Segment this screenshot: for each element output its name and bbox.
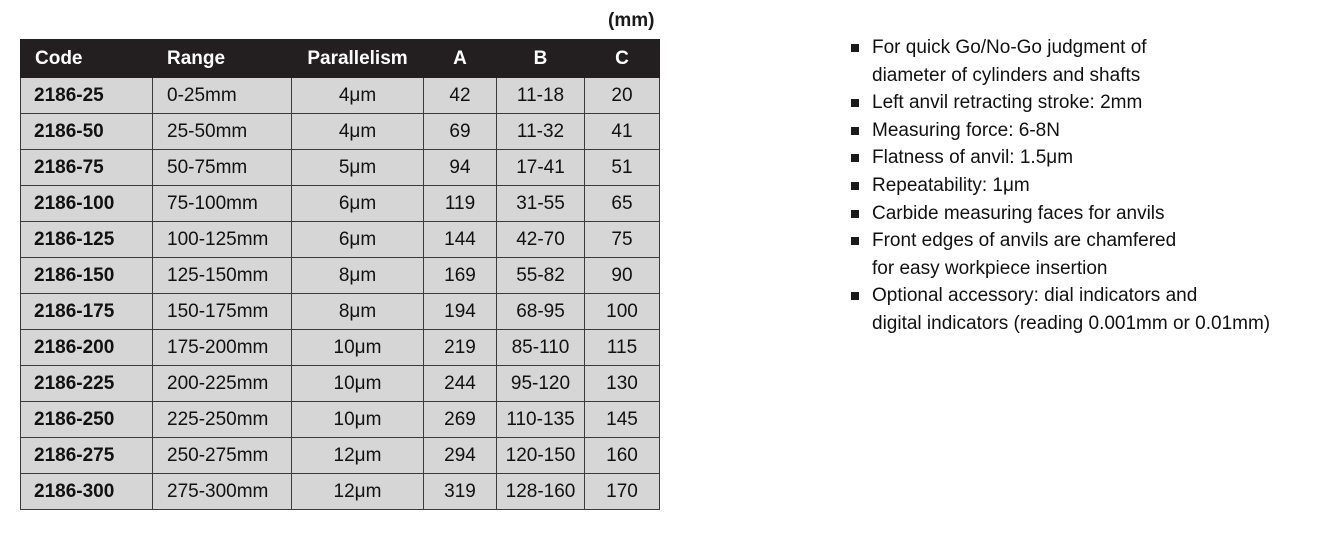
feature-text: Left anvil retracting stroke: 2mm — [872, 92, 1143, 114]
table-row — [21, 438, 660, 474]
cell-range: 125-150mm — [153, 258, 292, 294]
cell-parallelism: 4μm — [292, 114, 424, 150]
cell-b: 42-70 — [497, 222, 585, 258]
cell-b: 120-150 — [497, 438, 585, 474]
table-row — [21, 294, 660, 330]
cell-code: 2186-300 — [21, 474, 153, 510]
cell-b: 11-32 — [497, 114, 585, 150]
unit-label: (mm) — [608, 10, 655, 31]
square-bullet-icon — [851, 99, 859, 107]
cell-range: 75-100mm — [153, 186, 292, 222]
cell-b: 110-135 — [497, 402, 585, 438]
feature-text: diameter of cylinders and shafts — [872, 64, 1141, 86]
cell-b: 95-120 — [497, 366, 585, 402]
cell-range: 25-50mm — [153, 114, 292, 150]
cell-code: 2186-50 — [21, 114, 153, 150]
table-row — [21, 474, 660, 510]
cell-code: 2186-100 — [21, 186, 153, 222]
cell-parallelism: 4μm — [292, 78, 424, 114]
cell-code: 2186-150 — [21, 258, 153, 294]
cell-code: 2186-275 — [21, 438, 153, 474]
header-range: Range — [153, 40, 292, 78]
table-row — [21, 78, 660, 114]
square-bullet-icon — [851, 44, 859, 52]
cell-c: 41 — [585, 114, 660, 150]
cell-range: 250-275mm — [153, 438, 292, 474]
square-bullet-icon — [851, 127, 859, 135]
header-row — [21, 40, 660, 78]
cell-a: 269 — [424, 402, 497, 438]
cell-code: 2186-75 — [21, 150, 153, 186]
feature-item — [848, 172, 1270, 200]
table-row — [21, 330, 660, 366]
cell-parallelism: 10μm — [292, 402, 424, 438]
cell-a: 169 — [424, 258, 497, 294]
cell-c: 170 — [585, 474, 660, 510]
cell-b: 68-95 — [497, 294, 585, 330]
table-header — [21, 40, 660, 78]
cell-a: 69 — [424, 114, 497, 150]
cell-b: 17-41 — [497, 150, 585, 186]
cell-parallelism: 8μm — [292, 294, 424, 330]
header-a: A — [424, 40, 497, 78]
cell-range: 0-25mm — [153, 78, 292, 114]
square-bullet-icon — [851, 292, 859, 300]
cell-b: 31-55 — [497, 186, 585, 222]
cell-a: 219 — [424, 330, 497, 366]
cell-code: 2186-25 — [21, 78, 153, 114]
table-body — [21, 78, 660, 510]
cell-parallelism: 10μm — [292, 366, 424, 402]
square-bullet-icon — [851, 154, 859, 162]
cell-b: 55-82 — [497, 258, 585, 294]
cell-range: 275-300mm — [153, 474, 292, 510]
square-bullet-icon — [851, 210, 859, 218]
cell-a: 244 — [424, 366, 497, 402]
feature-item — [848, 227, 1270, 282]
cell-c: 90 — [585, 258, 660, 294]
feature-text: Carbide measuring faces for anvils — [872, 202, 1165, 224]
cell-parallelism: 12μm — [292, 474, 424, 510]
cell-parallelism: 12μm — [292, 438, 424, 474]
cell-range: 175-200mm — [153, 330, 292, 366]
cell-c: 20 — [585, 78, 660, 114]
feature-item — [848, 282, 1270, 337]
cell-a: 94 — [424, 150, 497, 186]
cell-a: 194 — [424, 294, 497, 330]
table-row — [21, 402, 660, 438]
feature-text: For quick Go/No-Go judgment of — [872, 37, 1147, 58]
feature-item — [848, 89, 1270, 117]
cell-code: 2186-200 — [21, 330, 153, 366]
feature-item — [848, 200, 1270, 228]
cell-code: 2186-250 — [21, 402, 153, 438]
cell-c: 160 — [585, 438, 660, 474]
cell-a: 144 — [424, 222, 497, 258]
cell-parallelism: 8μm — [292, 258, 424, 294]
feature-text: Repeatability: 1μm — [872, 174, 1030, 196]
cell-range: 200-225mm — [153, 366, 292, 402]
cell-c: 145 — [585, 402, 660, 438]
cell-c: 75 — [585, 222, 660, 258]
cell-a: 119 — [424, 186, 497, 222]
feature-item — [848, 144, 1270, 172]
table-row — [21, 186, 660, 222]
cell-range: 50-75mm — [153, 150, 292, 186]
cell-c: 115 — [585, 330, 660, 366]
feature-text: digital indicators (reading 0.001mm or 0.01mm) — [872, 312, 1271, 334]
cell-c: 130 — [585, 366, 660, 402]
cell-b: 128-160 — [497, 474, 585, 510]
table-row — [21, 114, 660, 150]
cell-a: 294 — [424, 438, 497, 474]
square-bullet-icon — [851, 182, 859, 190]
cell-b: 11-18 — [497, 78, 585, 114]
feature-text: Optional accessory: dial indicators and — [872, 285, 1198, 307]
feature-text: Front edges of anvils are chamfered — [872, 230, 1177, 252]
cell-parallelism: 5μm — [292, 150, 424, 186]
table-row — [21, 150, 660, 186]
cell-code: 2186-125 — [21, 222, 153, 258]
header-code: Code — [21, 40, 153, 78]
cell-c: 51 — [585, 150, 660, 186]
cell-b: 85-110 — [497, 330, 585, 366]
table-row — [21, 366, 660, 402]
cell-code: 2186-175 — [21, 294, 153, 330]
cell-range: 225-250mm — [153, 402, 292, 438]
table-row — [21, 222, 660, 258]
cell-code: 2186-225 — [21, 366, 153, 402]
feature-item — [848, 117, 1270, 145]
header-parallelism: Parallelism — [292, 40, 424, 78]
table-row — [21, 258, 660, 294]
cell-a: 42 — [424, 78, 497, 114]
cell-parallelism: 6μm — [292, 186, 424, 222]
feature-item — [848, 34, 1270, 89]
cell-range: 100-125mm — [153, 222, 292, 258]
cell-parallelism: 6μm — [292, 222, 424, 258]
feature-text: for easy workpiece insertion — [872, 257, 1108, 279]
cell-c: 100 — [585, 294, 660, 330]
square-bullet-icon — [851, 237, 859, 245]
specifications-table — [20, 39, 660, 510]
cell-parallelism: 10μm — [292, 330, 424, 366]
header-b: B — [497, 40, 585, 78]
feature-list — [848, 34, 1270, 338]
header-c: C — [585, 40, 660, 78]
cell-range: 150-175mm — [153, 294, 292, 330]
cell-c: 65 — [585, 186, 660, 222]
feature-text: Measuring force: 6-8N — [872, 119, 1060, 141]
feature-text: Flatness of anvil: 1.5μm — [872, 147, 1074, 169]
cell-a: 319 — [424, 474, 497, 510]
